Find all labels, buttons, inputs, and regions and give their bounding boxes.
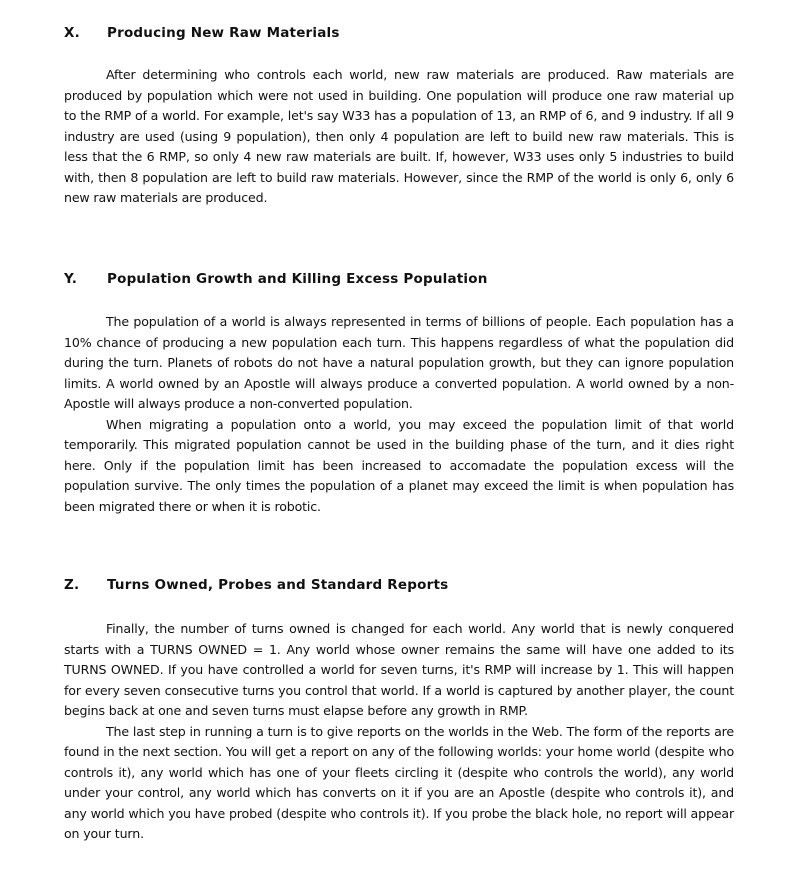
section-title: Producing New Raw Materials (107, 25, 340, 41)
paragraph: The population of a world is always represented in terms of billions of people. Each population has a 10% chance of producing a new population each turn. This happens regardless of what the population did during the turn. Planets of robots do not have a natural population growth, but they can ignore population limits. A world owned by an Apostle will always produce a converted population. A world owned by a non-Apostle will always produce a non-converted population. (64, 314, 734, 411)
paragraph: Finally, the number of turns owned is changed for each world. Any world that is newly conquered starts with a TURNS OWNED = 1. Any world whose owner remains the same will have one added to its TURNS OWNED. If you have controlled a world for seven turns, it's RMP will increase by 1. This will happen for every seven consecutive turns you control that world. If a world is captured by another player, the count begins back at one and seven turns must elapse before any growth in RMP. (64, 621, 734, 718)
section-heading (64, 271, 734, 291)
paragraph: After determining who controls each world, new raw materials are produced. Raw materials are produced by population which were not used in building. One population will produce one raw material up to the RMP of a world. For example, let's say W33 has a population of 13, an RMP of 6, and 9 industry. If all 9 industry are used (using 9 population), then only 4 population are left to build new raw materials. This is less that the 6 RMP, so only 4 new raw materials are built. If, however, W33 uses only 5 industries to build with, then 8 population are left to build raw materials. However, since the RMP of the world is only 6, only 6 new raw materials are produced. (64, 67, 734, 205)
section-x-producing-raw-materials (64, 25, 734, 209)
section-letter: Y. (64, 271, 78, 287)
paragraph: The last step in running a turn is to give reports on the worlds in the Web. The form of the reports are found in the next section. You will get a report on any of the following worlds: your home world (despite who controls it), any world which has one of your fleets circling it (despite who controls the world), any world under your control, any world which has converts on it if you are an Apostle (despite who controls it), and any world which you have probed (despite who controls it). If you probe the black hole, no report will appear on your turn. (64, 723, 734, 841)
paragraph: When migrating a population onto a world, you may exceed the population limit of that world temporarily. This migrated population cannot be used in the building phase of the turn, and it dies right here. Only if the population limit has been increased to accomadate the population excess will the population survive. The only times the population of a planet may exceed the limit is when population has been migrated there or when it is robotic. (64, 416, 734, 514)
section-letter: X. (64, 25, 80, 41)
section-y-population-growth (64, 271, 734, 517)
section-letter: Z. (64, 577, 80, 593)
section-heading (64, 25, 734, 45)
section-z-turns-owned-probes-reports (64, 577, 734, 845)
section-title: Turns Owned, Probes and Standard Reports (107, 577, 449, 593)
section-title: Population Growth and Killing Excess Population (107, 271, 488, 287)
section-heading (64, 577, 734, 597)
